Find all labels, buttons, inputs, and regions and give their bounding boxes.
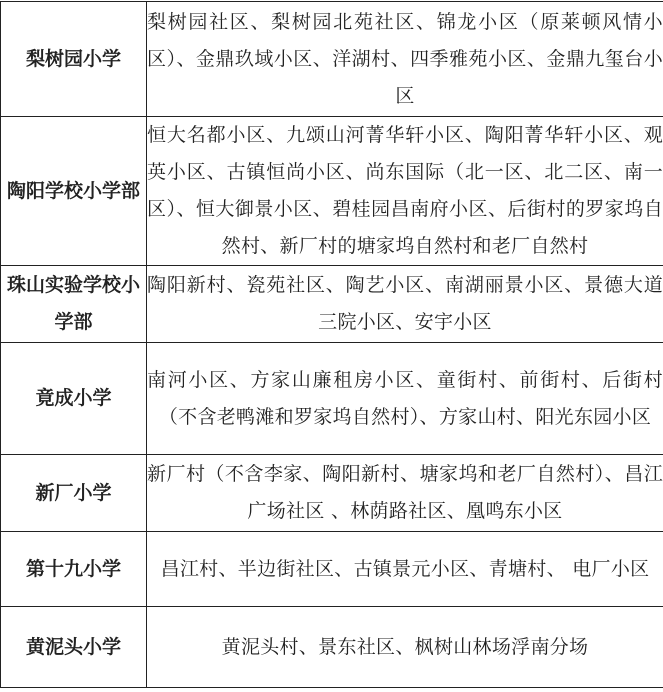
- table-row: [1, 607, 663, 688]
- table-row: [1, 343, 663, 455]
- school-zone-table: [0, 1, 663, 688]
- area-list: 梨树园社区、梨树园北苑社区、锦龙小区（原莱顿风情小区）、金鼎玖域小区、洋湖村、四季雅苑小区、金鼎九玺台小区: [147, 2, 663, 117]
- school-name: 新厂小学: [1, 455, 147, 532]
- school-name: 陶阳学校小学部: [1, 117, 147, 266]
- school-name: 梨树园小学: [1, 2, 147, 117]
- table-row: [1, 117, 663, 266]
- school-name: 珠山实验学校小学部: [1, 266, 147, 343]
- area-list: 陶阳新村、瓷苑社区、陶艺小区、南湖丽景小区、景德大道三院小区、安宇小区: [147, 266, 663, 343]
- school-name: 竟成小学: [1, 343, 147, 455]
- table-row: [1, 455, 663, 532]
- area-list: 恒大名都小区、九颂山河菁华轩小区、陶阳菁华轩小区、观英小区、古镇恒尚小区、尚东国际（北一区、北二区、南一区）、恒大御景小区、碧桂园昌南府小区、后街村的罗家坞自然村、新厂村的塘家坞自然村和老厂自然村: [147, 117, 663, 266]
- area-list: 昌江村、半边街社区、古镇景元小区、青塘村、 电厂小区: [147, 532, 663, 607]
- area-list: 黄泥头村、景东社区、枫树山林场浮南分场: [147, 607, 663, 688]
- school-name: 第十九小学: [1, 532, 147, 607]
- school-name: 黄泥头小学: [1, 607, 147, 688]
- table-row: [1, 532, 663, 607]
- area-list: 新厂村（不含李家、陶阳新村、塘家坞和老厂自然村）、昌江广场社区 、林荫路社区、凰鸣东小区: [147, 455, 663, 532]
- table-row: [1, 2, 663, 117]
- table-row: [1, 266, 663, 343]
- area-list: 南河小区、方家山廉租房小区、童街村、前街村、后街村（不含老鸭滩和罗家坞自然村）、方家山村、阳光东园小区: [147, 343, 663, 455]
